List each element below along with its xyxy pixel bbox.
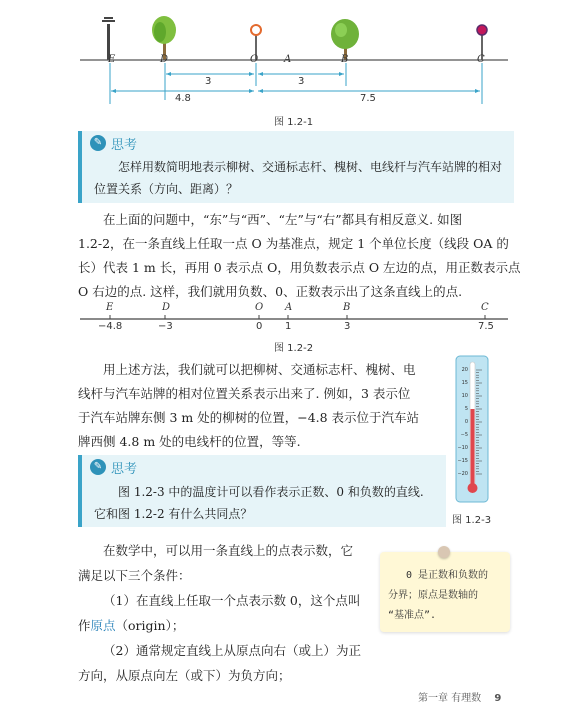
- think-icon: ✎: [90, 459, 106, 475]
- figure-1-2-2: [0, 300, 563, 340]
- thermometer-tick-label: −20: [457, 471, 468, 477]
- dimension-arrows: [111, 72, 480, 93]
- think-box-2: [78, 455, 446, 527]
- think-body-line: 它和图 1.2-2 有什么共同点？: [94, 507, 253, 521]
- thermometer-tick-label: 15: [461, 380, 468, 386]
- think-body-line: 图 1.2-3 中的温度计可以看作表示正数、0 和负数的直线.: [118, 485, 424, 499]
- fig1-label-d: D: [160, 54, 169, 65]
- thermometer-tick-label: 0: [464, 419, 468, 425]
- figure-1-2-2-caption: 图 1.2-2: [274, 343, 314, 354]
- para3-text: 作: [78, 618, 91, 633]
- thermometer-tick-label: 10: [461, 393, 468, 399]
- pin-icon: [438, 546, 450, 558]
- paragraph-1: [78, 208, 521, 304]
- para1-line: 在上面的问题中，“东”与“西”、“左”与“右”都具有相反意义. 如图: [103, 212, 463, 227]
- para3-line: 满足以下三个条件：: [78, 568, 191, 583]
- fig2-label-e: E: [106, 302, 114, 313]
- figure-1-2-3-caption: 图 1.2-3: [452, 515, 492, 526]
- para2-line: 线杆与汽车站牌的相对位置关系表示出来了. 例如，3 表示位: [78, 386, 411, 401]
- para3-line: 方向，从原点向左（或下）为负方向；: [78, 668, 291, 683]
- thermometer-tick-label: −10: [457, 445, 468, 451]
- think-body: 怎样用数简明地表示柳树、交通标志杆、槐树、电线杆与汽车站牌的相对位置关系（方向、距离）？: [94, 160, 503, 196]
- fig1-label-e: E: [108, 54, 116, 65]
- fig1-label-a: A: [284, 54, 292, 65]
- dimension-lines: [110, 63, 482, 104]
- thermometer-labels: [452, 354, 470, 510]
- dim-4-8: 4.8: [175, 93, 191, 104]
- dim-7-5: 7.5: [360, 93, 376, 104]
- thermometer-tick-label: 20: [461, 367, 468, 373]
- para3-line: （2）通常规定直线上从原点向右（或上）为正: [103, 643, 361, 658]
- page-number: 9: [494, 693, 502, 704]
- para1-line: 长）代表 1 m 长，再用 0 表示点 O，用负数表示点 O 左边的点，用正数表示点: [78, 260, 521, 275]
- fig2-num-a: 1: [285, 321, 292, 332]
- para2-line: 于汽车站牌东侧 3 m 处的柳树的位置，−4.8 表示位于汽车站: [78, 410, 420, 425]
- para1-line: O 右边的点. 这样，我们就用负数、0、正数表示出了这条直线上的点.: [78, 284, 463, 299]
- think-title: 思考: [111, 462, 138, 477]
- think-box-1: [78, 131, 514, 203]
- note-line: 分界；原点是数轴的: [388, 590, 478, 601]
- para1-line: 1.2-2，在一条直线上任取一点 O 为基准点，规定 1 个单位长度（线段 OA 的: [78, 236, 509, 251]
- paragraph-2: [78, 358, 450, 454]
- fig2-label-b: B: [343, 302, 351, 313]
- think-title: 思考: [111, 138, 138, 153]
- fig2-label-a: A: [285, 302, 293, 313]
- para3-line: [78, 613, 368, 638]
- dim-left-3: 3: [205, 76, 212, 87]
- thermometer-tick-label: 5: [464, 406, 468, 412]
- para3-line: （1）在直线上任取一个点表示数 0，这个点叫: [103, 593, 361, 608]
- fig2-num-c: 7.5: [478, 321, 494, 332]
- thermometer-tick-label: −15: [457, 458, 468, 464]
- figure-1-2-1-caption: 图 1.2-1: [274, 117, 314, 128]
- dim-right-3: 3: [298, 76, 305, 87]
- origin-keyword: 原点: [90, 618, 116, 633]
- fig2-num-o: 0: [256, 321, 263, 332]
- number-line-ticks: [110, 315, 485, 319]
- para3-line: 在数学中，可以用一条直线上的点表示数，它: [103, 543, 354, 558]
- sticky-note: [380, 552, 510, 632]
- fig2-num-b: 3: [344, 321, 351, 332]
- fig2-label-d: D: [162, 302, 171, 313]
- fig2-num-e: −4.8: [98, 321, 123, 332]
- para2-line: 牌西侧 4.8 m 处的电线杆的位置，等等.: [78, 434, 301, 449]
- fig1-label-o: O: [250, 54, 259, 65]
- note-line: “基准点”.: [388, 610, 437, 621]
- fig2-label-c: C: [481, 302, 489, 313]
- fig2-num-d: −3: [158, 321, 173, 332]
- thermometer-tick-label: −5: [460, 432, 468, 438]
- fig1-label-c: C: [477, 54, 485, 65]
- para3-text: （origin）；: [115, 618, 185, 633]
- fig2-label-o: O: [255, 302, 264, 313]
- paragraph-3: [78, 538, 368, 688]
- note-line: 0 是正数和负数的: [406, 570, 489, 581]
- think-icon: ✎: [90, 135, 106, 151]
- fig1-label-b: B: [341, 54, 349, 65]
- thermometer-mercury: [471, 409, 475, 486]
- para2-line: 用上述方法，我们就可以把柳树、交通标志杆、槐树、电: [103, 362, 416, 377]
- figure-1-2-1: [0, 0, 563, 130]
- chapter-title: 第一章 有理数: [418, 693, 482, 704]
